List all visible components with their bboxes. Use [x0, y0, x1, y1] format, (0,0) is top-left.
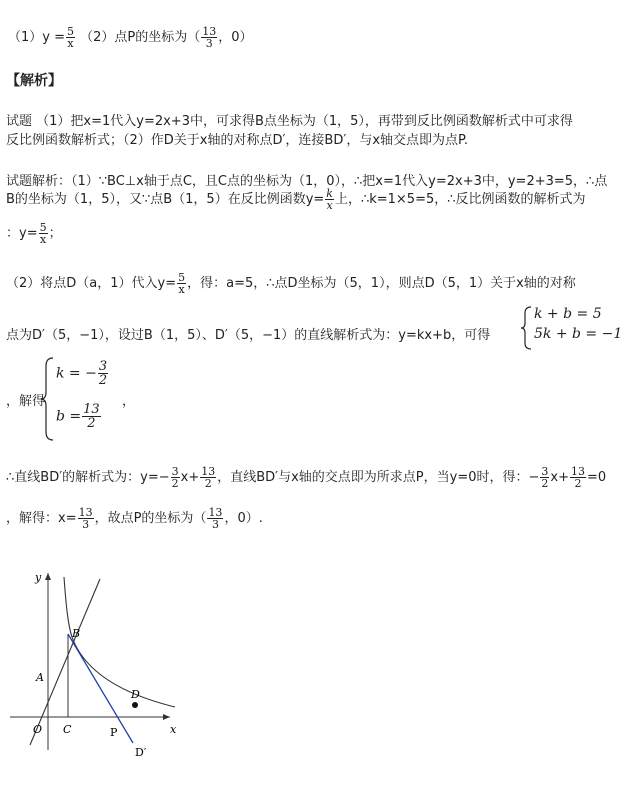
answer-part1: （1）y = — [8, 30, 65, 45]
analysis-heading: 【解析】 — [6, 73, 62, 89]
equation-system-1: k + b = 5 5k + b = −1 — [534, 306, 623, 342]
label-d-prime: D′ — [135, 746, 147, 759]
label-y: y — [35, 571, 42, 584]
solution-line-6-end: ， — [122, 394, 136, 409]
solved-k: k = − $\frac{3}{2}$ — [56, 359, 108, 388]
line-2x-plus-3 — [30, 579, 100, 745]
solution-line-6: ，解得 — [6, 394, 46, 409]
solution-line-4: （2）将点D（a，1）代入y= $\frac{5}{x}$ ，得：a=5，∴点D坐标为（5，1），则点D（5，1）关于x轴的对称 — [6, 271, 576, 296]
y-axis-arrow — [45, 573, 51, 580]
left-brace-1 — [520, 305, 534, 351]
solution-line-7: ∴直线BD′的解析式为：y=− $\frac{3}{2}$ x+ $\frac{13}{2}$ ，直线BD′与x轴的交点即为所求点P，当y=0时，得：− $\frac{3}{2}$ x+ $\frac{13}{2}$ =0 — [6, 465, 607, 490]
label-x: x — [170, 723, 177, 736]
label-p: P — [110, 726, 118, 739]
solution-line-3: ：y= $\frac{5}{x}$ ； — [6, 221, 62, 246]
label-c: C — [63, 723, 72, 736]
x-axis-arrow — [163, 714, 170, 720]
point-d — [132, 702, 138, 708]
hint-line-2: 反比例函数解析式；（2）作D关于x轴的对称点D′，连接BD′，与x轴交点即为点P. — [6, 133, 468, 148]
solution-line-5: 点为D′（5，−1），设过B（1，5）、D′（5，−1）的直线解析式为：y=kx+b，可得 — [6, 328, 491, 343]
label-b: B — [72, 627, 81, 640]
solution-line-2: B的坐标为（1，5），又∵点B（1，5）在反比例函数y= $\frac{k}{x}$ 上，∴k=1×5=5，∴反比例函数的解析式为 — [6, 187, 586, 212]
label-o: O — [33, 723, 43, 736]
answer-fraction: $\frac{5}{x}$ — [67, 25, 74, 50]
answer-line — [8, 26, 253, 49]
solved-b: b = $\frac{13}{2}$ — [56, 402, 100, 431]
label-d: D — [131, 688, 140, 701]
hyperbola-curve — [64, 577, 175, 707]
solution-line-1: 试题解析：（1）∵BC⊥x轴于点C，且C点的坐标为（1，0），∴把x=1代入y=2x+3中，y=2+3=5，∴点 — [6, 174, 608, 189]
answer-part2: （2）点P的坐标为（ — [80, 30, 201, 45]
coordinate-figure — [0, 565, 200, 775]
answer-part3: ，0） — [218, 30, 253, 45]
label-a: A — [36, 671, 44, 684]
answer-coord-fraction: $\frac{13}{3}$ — [202, 25, 217, 50]
hint-line-1: 试题 （1）把x=1代入y=2x+3中，可求得B点坐标为（1，5），再带到反比例函数解析式中可求得 — [6, 114, 573, 129]
solution-line-8: ，解得：x= $\frac{13}{3}$ ，故点P的坐标为（ $\frac{13}{3}$ ，0）. — [6, 506, 263, 531]
left-brace-2 — [40, 356, 56, 442]
